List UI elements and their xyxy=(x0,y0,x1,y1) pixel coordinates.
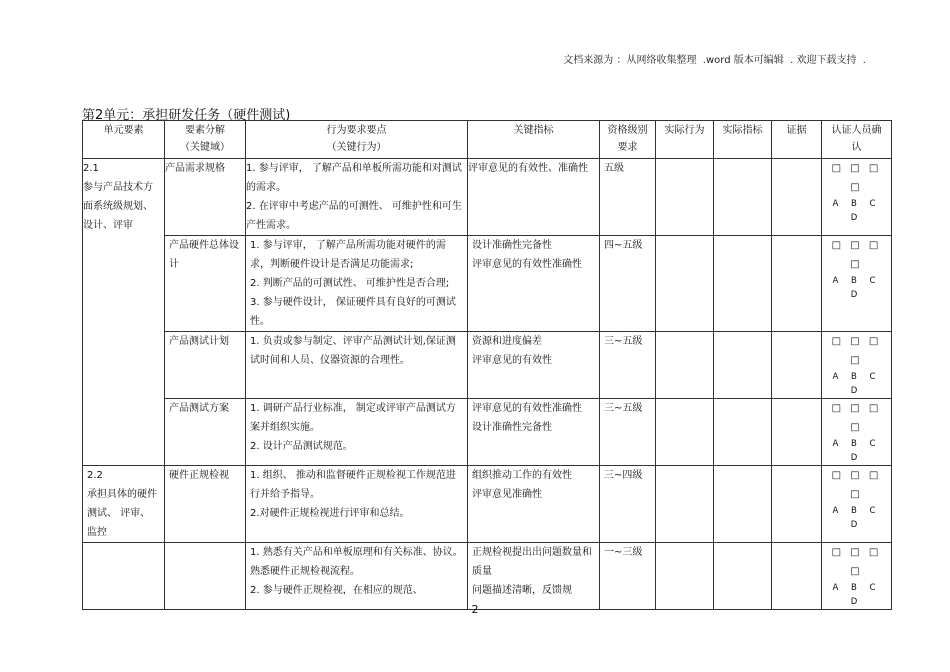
actual-behavior-cell[interactable] xyxy=(656,399,714,466)
actual-indicator-cell[interactable] xyxy=(714,466,772,543)
grade-letters: A B C D xyxy=(832,276,881,300)
table-row xyxy=(83,332,892,399)
grade-letters: A B C D xyxy=(832,439,881,463)
element-cell: 产品需求规格 xyxy=(165,159,246,236)
behavior-cell: 1. 组织、 推动和监督硬件正规检视工作规范进行并给予指导。 2.对硬件正规检视进行评审和总结。 xyxy=(246,466,468,543)
behavior-cell: 1. 参与评审， 了解产品所需功能对硬件的需求，判断硬件设计是否满足功能需求; 2. 判断产品的可测试性、 可维护性是否合理; 3. 参与硬件设计， 保证硬件具有良好的可测试性。 xyxy=(246,236,468,332)
element-cell xyxy=(165,543,246,610)
indicator-cell: 评审意见的有效性准确性 设计准确性完备性 xyxy=(468,399,600,466)
header-evidence: 证据 xyxy=(772,121,822,159)
behavior-cell: 1. 参与评审， 了解产品和单板所需功能和对测试的需求。 2. 在评审中考虑产品的可测性、 可维护性和可生产性需求。 xyxy=(246,159,468,236)
indicator-cell: 评审意见的有效性、准确性 xyxy=(468,159,600,236)
table-row xyxy=(83,466,892,543)
element-cell: 产品硬件总体设计 xyxy=(165,236,246,332)
header-level: 资格级别 要求 xyxy=(600,121,656,159)
evidence-cell[interactable] xyxy=(772,159,822,236)
actual-indicator-cell[interactable] xyxy=(714,543,772,610)
level-cell: 四~五级 xyxy=(600,236,656,332)
certify-cell xyxy=(822,466,892,543)
header-indicator: 关键指标 xyxy=(468,121,600,159)
actual-behavior-cell[interactable] xyxy=(656,332,714,399)
indicator-cell: 组织推动工作的有效性 评审意见准确性 xyxy=(468,466,600,543)
level-cell: 三~五级 xyxy=(600,332,656,399)
level-cell: 五级 xyxy=(600,159,656,236)
checkbox-group[interactable]: □ □ □ □ xyxy=(831,240,882,270)
checkbox-group[interactable]: □ □ □ □ xyxy=(831,470,882,500)
level-cell: 三~四级 xyxy=(600,466,656,543)
actual-behavior-cell[interactable] xyxy=(656,159,714,236)
table-row xyxy=(83,399,892,466)
level-cell: 三~五级 xyxy=(600,399,656,466)
behavior-cell: 1. 熟悉有关产品和单板原理和有关标准、协议。熟悉硬件正规检视流程。 2. 参与硬件正规检视，在相应的规范、 xyxy=(246,543,468,610)
certify-cell xyxy=(822,332,892,399)
element-cell: 产品测试方案 xyxy=(165,399,246,466)
certify-cell xyxy=(822,399,892,466)
table-row xyxy=(83,543,892,610)
actual-indicator-cell[interactable] xyxy=(714,399,772,466)
actual-indicator-cell[interactable] xyxy=(714,332,772,399)
grade-letters: A B C D xyxy=(832,583,881,607)
certify-cell xyxy=(822,543,892,610)
competency-table xyxy=(82,120,892,610)
unit-cell: 2.2 承担具体的硬件测试、 评审、监控 xyxy=(83,466,165,543)
evidence-cell[interactable] xyxy=(772,399,822,466)
header-unit: 单元要素 xyxy=(83,121,165,159)
checkbox-group[interactable]: □ □ □ □ xyxy=(831,336,882,366)
actual-indicator-cell[interactable] xyxy=(714,236,772,332)
evidence-cell[interactable] xyxy=(772,466,822,543)
header-actual-indicator: 实际指标 xyxy=(714,121,772,159)
indicator-cell: 正规检视提出出问题数量和质量 问题描述清晰，反馈规 xyxy=(468,543,600,610)
grade-letters: A B C D xyxy=(832,506,881,530)
level-cell: 一~三级 xyxy=(600,543,656,610)
grade-letters: A B C D xyxy=(832,372,881,396)
header-certify: 认证人员确 认 xyxy=(822,121,892,159)
evidence-cell[interactable] xyxy=(772,543,822,610)
certify-cell xyxy=(822,236,892,332)
indicator-cell: 资源和进度偏差 评审意见的有效性 xyxy=(468,332,600,399)
page-number: 2 xyxy=(471,603,479,616)
indicator-cell: 设计准确性完备性 评审意见的有效性准确性 xyxy=(468,236,600,332)
checkbox-group[interactable]: □ □ □ □ xyxy=(831,547,882,577)
table-row xyxy=(83,159,892,236)
behavior-cell: 1. 调研产品行业标准， 制定或评审产品测试方案并组织实施。 2. 设计产品测试规范。 xyxy=(246,399,468,466)
source-note: 文档来源为 ：从网络收集整理 .word 版本可编辑 . 欢迎下载支持 . xyxy=(563,55,866,66)
actual-behavior-cell[interactable] xyxy=(656,236,714,332)
evidence-cell[interactable] xyxy=(772,236,822,332)
header-element: 要素分解 （关键域） xyxy=(165,121,246,159)
element-cell: 硬件正规检视 xyxy=(165,466,246,543)
evidence-cell[interactable] xyxy=(772,332,822,399)
table-row xyxy=(83,236,892,332)
header-actual-behavior: 实际行为 xyxy=(656,121,714,159)
unit-cell: 2.1 参与产品技术方面系统级规划、设计、评审 xyxy=(83,159,165,466)
grade-letters: A B C D xyxy=(832,199,881,223)
page-title: 第2单元：承担研发任务（硬件测试) xyxy=(82,108,291,123)
certify-cell xyxy=(822,159,892,236)
element-cell: 产品测试计划 xyxy=(165,332,246,399)
header-row xyxy=(83,121,892,159)
behavior-cell: 1. 负责或参与制定、评审产品测试计划,保证测试时间和人员、仪器资源的合理性。 xyxy=(246,332,468,399)
header-behavior: 行为要求要点 （关键行为） xyxy=(246,121,468,159)
actual-behavior-cell[interactable] xyxy=(656,466,714,543)
checkbox-group[interactable]: □ □ □ □ xyxy=(831,163,882,193)
unit-cell xyxy=(83,543,165,610)
actual-behavior-cell[interactable] xyxy=(656,543,714,610)
actual-indicator-cell[interactable] xyxy=(714,159,772,236)
checkbox-group[interactable]: □ □ □ □ xyxy=(831,403,882,433)
